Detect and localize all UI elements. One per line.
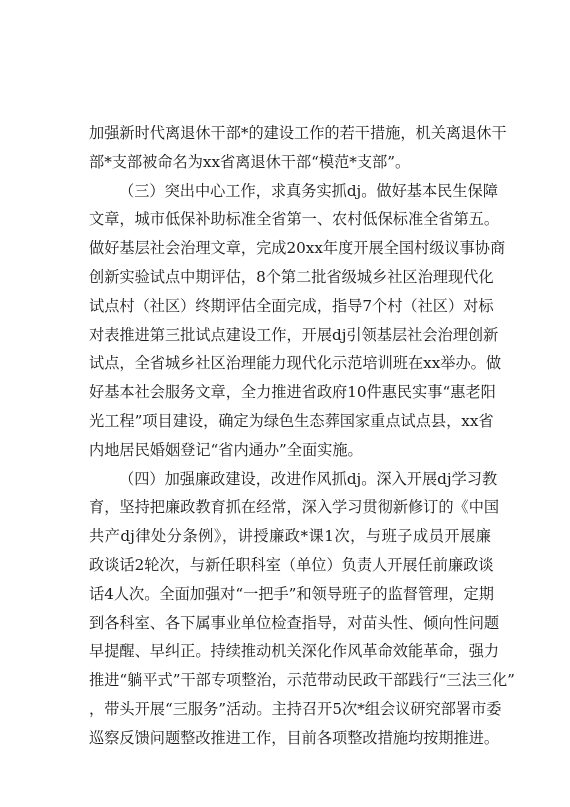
text-line: 对表推进第三批试点建设工作，开展dj引领基层社会治理创新 bbox=[89, 325, 499, 344]
text-line: 早提醒、早纠正。持续推动机关深化作风革命效能革命，强力 bbox=[89, 642, 500, 661]
text-line: 试点，全省城乡社区治理能力现代化示范培训班在xx举办。做 bbox=[89, 354, 502, 373]
text-line: 话4人次。全面加强对“一把手”和领导班子的监督管理，定期 bbox=[89, 584, 494, 603]
text-line: 到各科室、各下属事业单位检查指导，对苗头性、倾向性问题 bbox=[89, 613, 500, 632]
text-line: ，带头开展“三服务”活动。主持召开5次*组会议研究部署市委 bbox=[89, 699, 502, 718]
text-line: 文章，城市低保补助标准全省第一、农村低保标准全省第五。 bbox=[89, 210, 500, 229]
text-line: 光工程”项目建设，确定为绿色生态葬国家重点试点县，xx省 bbox=[89, 411, 494, 430]
text-line: （四）加强廉政建设，改进作风抓dj。深入开展dj学习教 bbox=[119, 469, 498, 488]
text-line: 政谈话2轮次，与新任职科室（单位）负责人开展任前廉政谈 bbox=[89, 555, 494, 574]
text-line: 加强新时代离退休干部*的建设工作的若干措施，机关离退休干 bbox=[89, 124, 507, 142]
paragraph-3 bbox=[89, 465, 515, 753]
text-line: 创新实验试点中期评估，8个第二批省级城乡社区治理现代化 bbox=[89, 267, 494, 286]
text-line: 推进“躺平式”干部专项整治，示范带动民政干部践行“三法三化” bbox=[89, 671, 515, 690]
document-body bbox=[89, 119, 515, 753]
text-line: 共产dj律处分条例》，讲授廉政*课1次，与班子成员开展廉 bbox=[89, 527, 491, 546]
text-line: 部*支部被命名为xx省离退休干部“模范*支部”。 bbox=[89, 152, 411, 171]
paragraph-1 bbox=[89, 119, 507, 177]
text-line: 内地居民婚姻登记“省内通办”全面实施。 bbox=[89, 440, 363, 459]
paragraph-2 bbox=[89, 177, 506, 465]
text-line: 育，坚持把廉政教育抓在经常，深入学习贯彻新修订的《中国 bbox=[89, 498, 500, 517]
text-line: 做好基层社会治理文章，完成20xx年度开展全国村级议事协商 bbox=[89, 239, 506, 258]
text-line: 好基本社会服务文章，全力推进省政府10件惠民实事“惠老阳 bbox=[89, 383, 496, 402]
text-line: 试点村（社区）终期评估全面完成，指导7个村（社区）对标 bbox=[89, 296, 494, 315]
text-line: 巡察反馈问题整改推进工作，目前各项整改措施均按期推进。 bbox=[89, 728, 500, 747]
text-line: （三）突出中心工作，求真务实抓dj。做好基本民生保障 bbox=[119, 181, 498, 200]
